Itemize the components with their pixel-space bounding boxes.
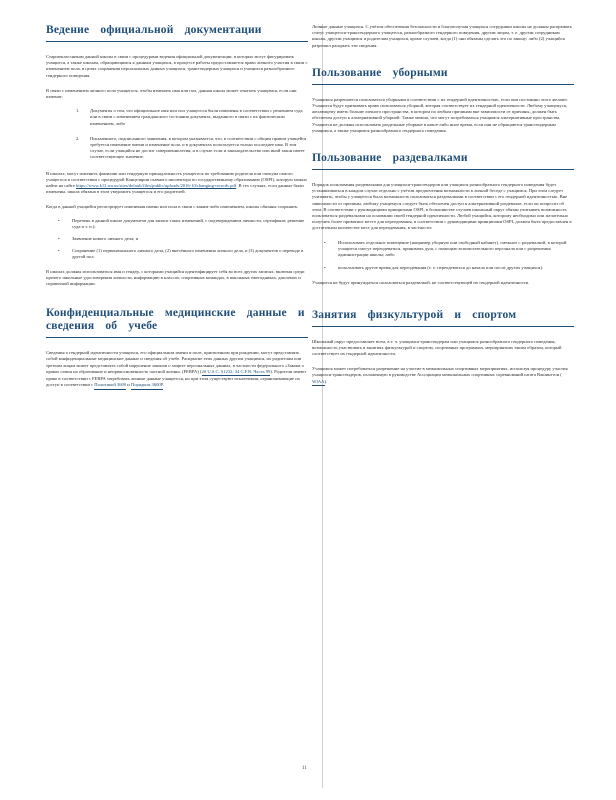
procedure-3600p-link[interactable]: Порядком 3600P [131, 382, 163, 389]
ospi-records-link[interactable]: https://www.k12.wa.us/sites/default/files/public/uploads/2016-10/changing-records.pdf [76, 183, 237, 189]
list-item: • использовать другое время для переодевания (т. е. переодеваться до начала или после других учащихся). [324, 265, 544, 271]
athletics-para: Школьный округ предоставляет всем, в т. ч. учащимся-трансгендерам или учащимся разнообразного гендерного поведения, возможность участвовать в занятиях физкультурой и спортом, спортивных программах, мероприятиях таким образом, который соответствует их гендерной идентичности. [312, 338, 562, 357]
records-keep-list [46, 218, 308, 261]
records-intro: Старшеклассникам данной школы в связи с процедурами ведения официальной документации, в которых могут фигурировать учащиеся, а также школам, обращающимся к данным учащихся, в процессе работы предоставляется право личного участия в связи с изменением пола, в целях сохранения персональных данных учащихся, трансгендерных учащихся и учащихся разнообразного гендерного поведения. [46, 54, 308, 78]
list-item: • Перечень в данной школе документов для записи таких изменений, с подтверждением личности, сертификат, решение суда и т. п.); [58, 217, 305, 229]
records-lead: В связи с изменением личного пола учащегося, чтобы изменить имя или пол, данная школа может отказать учащимся, если они изменят: [46, 87, 297, 100]
section-title-restrooms: Пользование уборными [312, 67, 574, 85]
list-item: 2. Письменного, подписанного заявления, в котором указывается, что, в соответствии с общим правом учащейся требуется изменение имени и изменение пола, и в документах используется только последнее имя. В том случае, если учащийся не достиг совершеннолетия, и в случае если и законодательство или иной закон имеет соответствующее значение. [76, 135, 307, 160]
ferpa-ref-link[interactable]: 20 U.S.C. §1232; 34 C.F.R. Часть 99 [202, 369, 271, 376]
list-item: 1. Документы о том, что официальное имя или пол учащегося были изменены в соответствии с решением суда или в связи с изменением гражданского состояния документа, выданного в связи с их фактическим изменением, либо [76, 108, 303, 126]
policy-3600-link[interactable]: Политикой 3600 [94, 382, 126, 389]
records-list [46, 108, 308, 160]
records-para-2: В школах, могут изменить фамилию или гендерную принадлежность учащегося по требованию родителя или опекуна самого учащегося в соответствии с процедурой Канцелярии главного инспектора по государственному образованию (OSPI), которую можно найти на сайте https://www.k12.wa.us/sites/default/files/public/uploads/2016-10/changing-records.pdf. В тех случаях, если данные были изменены, школа обязана в этом уведомить учащегося и его родителей. [46, 170, 307, 195]
athletics-para-2: Учащимся может потребоваться разрешение на участие в межшкольных спортивных мероприятиях, используя процедуру участия учащихся-трансгендеров, изложенную в руководстве Ассоциации межшкольных спортивных соревнований штата Вашингтон (WIAA). [312, 366, 574, 386]
section-title-records: Ведение официальной документации [46, 24, 308, 42]
records-para-3: В школах должны использоваться имя и гендер, с которыми учащийся идентифицирует себя во всех других записях, включая среди прочего школьные удостоверения личности, информацию в классах, спортивных командах, в школьных ежегодниках, дипломах и справочной информации. [46, 268, 305, 287]
left-column [46, 24, 308, 390]
locker-options-list [312, 240, 574, 272]
section-title-confidential: Конфиденциальные медицинские данные и сведения об учебе [46, 307, 308, 338]
wiaa-link[interactable]: WIAA [312, 379, 325, 386]
list-item: • Использовать отдельное помещение (например уборную или свободный кабинет), смежное с раздевалкой, в которой учащиеся смогут переодеваться, принимать душ, с помощью вспомогательного персонала или с разрешения администрации школы; либо [324, 239, 567, 258]
records-lead-2: Когда в данной учащийся регистрирует изменения имени или пола в связи с каким-либо изменением, школы обязаны сохранять: [46, 204, 299, 210]
list-item: • Сохранение (1) первоначального личного дела, (2) внесённого изменения личного дела, и (3) документов о переводе в другой пол. [58, 248, 304, 260]
confidential-para: Сведения о гендерной идентичности учащихся, его официальном имени и поле, присвоенном при рождении, могут представлять собой конфиденциальные медицинские данные и сведения об учебе. Раскрытие этих данных другим учащимся, их родителям или третьим лицам может представлять собой нарушение законов о защите персональных данных, в частности федерального «Закона о правах семьи на образование и неприкосновенность частной жизни» (FERPA) (20 U.S.C. §1232; 34 C.F.R. Часть 99). Родители имеют право в соответствии с FERPA затребовать личные данные учащегося, но при этом существуют исключения, ограничивающие их доступ в соответствии с Политикой 3600 и Порядком 3600P. [46, 350, 308, 389]
restrooms-para: Учащимся разрешается пользоваться уборными в соответствии с их гендерной идентичностью, если они постоянно этого желают. Учащиеся будут признавать право пользоваться уборной, которая соответствует их гендерной идентичности. Любому учащемуся, желающему иметь больше личного пространства, в котором по любым причинам вне зависимости от причины, должен быть обеспечен доступ к альтернативной уборной. Также можно, что могут потребоваться учащимся альтернативные пространства. Учащиеся не должны использовать раздельные уборные в какое-либо иное время, если они не обращаются трансгендерным учащимся, а также учащимся разнообразного гендерного поведения. [312, 96, 568, 133]
list-item: • Заявление нового личного дела; и [58, 236, 139, 242]
page-number: 11 [302, 766, 307, 771]
right-column [312, 24, 574, 386]
section-title-athletics: Занятия физкультурой и спортом [312, 309, 574, 327]
locker-rooms-para-2: Учащиеся не будут принуждаться пользоваться раздевалкой, не соответствующей их гендерной идентичности. [312, 280, 530, 286]
privacy-continued-para: Личные данные учащихся. С учётом обеспечения безопасности и благополучия учащихся сотрудники школы не должны раскрывать статус учащегося-трансгендерного учащегося, разнообразного гендерного поведения, другим лицам, т. е. другим сотрудникам школы, другим учащимся и родителям учащихся, кроме случаев, когда (1) они обязаны сделать это по закону; либо (2) учащийся разрешил раскрыть эти сведения. [312, 24, 572, 48]
section-title-locker-rooms: Пользование раздевалками [312, 152, 574, 170]
locker-rooms-para: Порядок пользования раздевалками для учащихся-трансгендеров или учащихся разнообразного гендерного поведения будет устанавливаться в каждом случае отдельно с учётом предпочтения возможности в личной беседе с учащимся. При этом следует учитывать, чтобы у учащегося была возможность пользоваться раздевалками в соответствии с его гендерной идентичностью. Вне зависимости от причины, любому учащемуся следует быть обеспечен доступ к альтернативной раздевалке, если он попросит об этом. В соответствии с руководящими принципами OSPI, в большинстве случаев школьный округ обязан учитывать возможность пользоваться раздевалками на основании своей гендерной идентичности. Любой учащийся, которому необходимо или желательно получить более приватное место для переодевания, в соответствии с руководящими принципами OSPI, должен быть предоставлен в достаточном количестве мест для переодевания, в частности: [312, 182, 572, 231]
